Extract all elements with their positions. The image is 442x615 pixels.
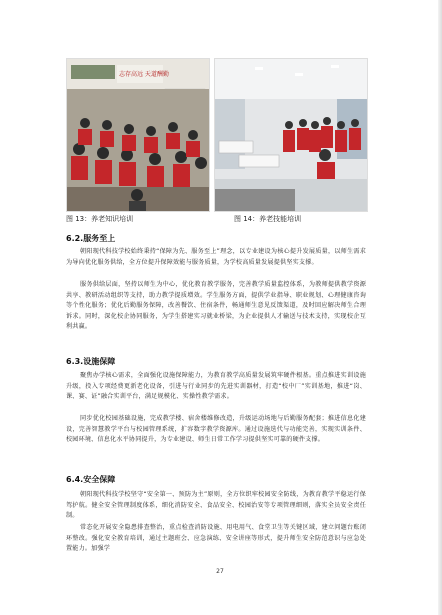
board-slogan-text: 志存高远 天道酬勤 (119, 71, 169, 78)
section-6-2-paragraph-2: 服务供给层面，坚持以师生为中心，优化教育教学服务，完善教学质量监控体系，为教师提供教学资源共享、教研活动组织等支持，助力教学提质增效。学生服务方面，提供学业指导、职业规划、心理健康咨询等个性化服务；优化后勤服务保障，改善餐饮、住宿条件，畅通师生意见反馈渠道，及时回应解决师生合理诉求。同时，深化校企协同服务，为学生搭建实习就业桥梁，为企业提供人才输送与技术支持，实现校企互利共赢。 (66, 281, 366, 331)
page-edge-shadow (438, 0, 442, 615)
figure-13-caption: 图 13：养老知识培训 (66, 215, 134, 223)
section-6-3-paragraph-1: 聚焦办学核心需求，全面强化设施保障能力，为教育教学高质量发展筑牢硬件根基。重点推进实训设施升级，投入专项经费更新老化设备，引进与行业同步的先进实训器材，打造“校中厂”实训基地，推进“岗、课、赛、证”融合实训平台，满足规模化、实操性教学需求。 (66, 372, 366, 401)
section-6-3-heading: 6.3.设施保障 (66, 357, 116, 366)
photo-elderly-care-skills-training (214, 58, 368, 212)
section-6-2-heading: 6.2.服务至上 (66, 234, 116, 243)
section-6-4-paragraph-1: 朝阳现代科技学校坚守“安全第一、预防为主”原则，全方位织牢校园安全防线，为教育教学平稳运行保驾护航。健全安全管理制度体系，细化消防安全、食品安全、校园治安等专项管理细则，落实全员安全责任制。 (66, 491, 366, 520)
section-6-2-paragraph-1: 朝阳现代科技学校始终秉持“保障为先、服务至上”理念，以专业建设为核心提升发展质量，以师生需求为导向优化服务供给，全方位提升保障效能与服务质量，为学校高质量发展提供坚实支撑。 (66, 248, 366, 266)
section-6-4-heading: 6.4.安全保障 (66, 475, 116, 484)
figure-14-caption: 图 14：养老技能培训 (234, 215, 302, 223)
classroom-scene-image (67, 59, 209, 211)
section-6-4-paragraph-2: 常态化开展安全隐患排查整治，重点检查消防设施、用电用气、食堂卫生等关键区域，建立问题台账闭环整改。强化安全教育培训，通过主题班会、应急演练、安全讲座等形式，提升师生安全防范意识与应急处置能力。加强学 (66, 524, 366, 553)
page-number: 27 (216, 568, 224, 575)
ward-scene-image (215, 59, 367, 211)
photo-elderly-care-knowledge-training (66, 58, 210, 212)
section-6-3-paragraph-2: 同步优化校园基础设施，完成教学楼、宿舍楼维修改造，升级运动场地与后勤服务配套；推进信息化建设，完善智慧教学平台与校园管理系统，扩容数字教学资源库。通过设施迭代与功能完善，实现实训条件、校园环境、信息化水平协同提升，为专业建设、师生日常工作学习提供坚实可靠的硬件支撑。 (66, 415, 366, 444)
